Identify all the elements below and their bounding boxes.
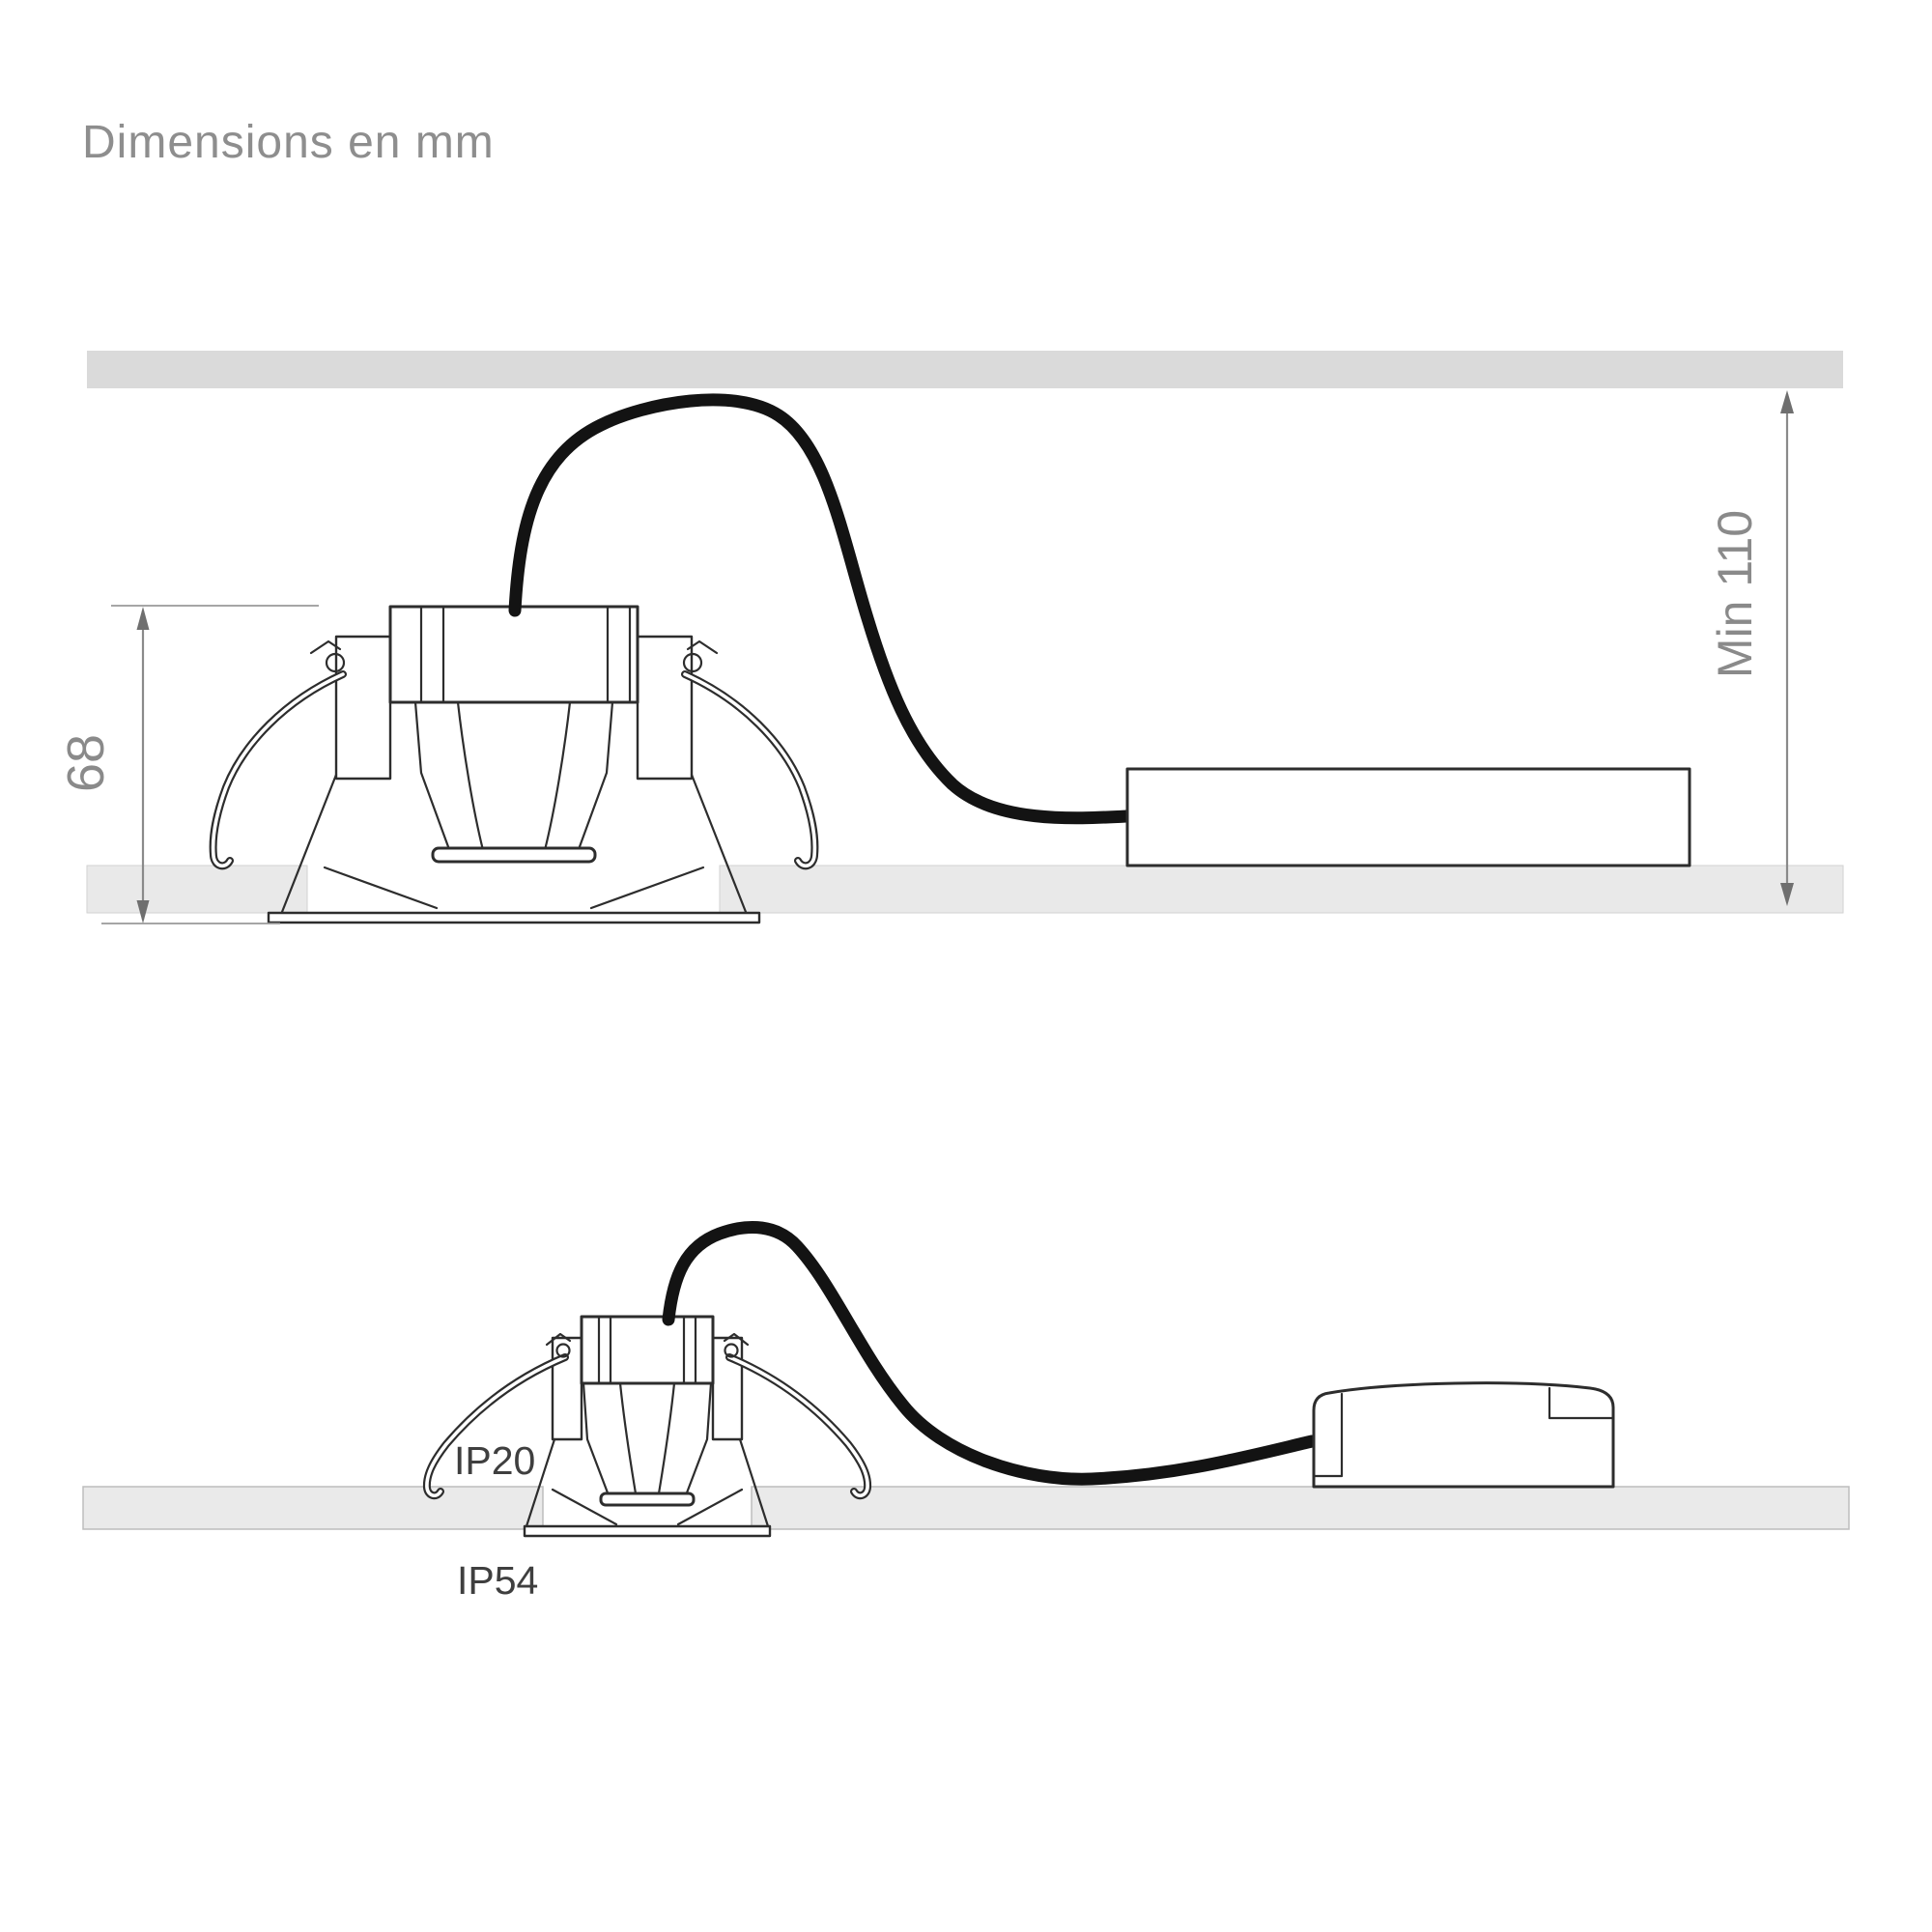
body-side-right (686, 1383, 711, 1495)
page-title: Dimensions en mm (82, 117, 495, 168)
body-curve-left (458, 702, 483, 850)
heatsink-right (638, 637, 692, 779)
heatsink-left (336, 637, 390, 779)
bottom-diagram (83, 1227, 1849, 1603)
fixture-cap (582, 1317, 713, 1383)
slab-bar (87, 351, 1843, 388)
ip54-label: IP54 (457, 1558, 539, 1603)
arrowhead-up-icon (1780, 390, 1794, 413)
arrowhead-up-icon (137, 607, 150, 630)
floor-bar-right (752, 1487, 1849, 1529)
body-bottom-ring (433, 848, 595, 862)
body-bottom-ring (601, 1493, 694, 1505)
body-curve-left (620, 1383, 636, 1493)
min-110-label: Min 110 (1708, 509, 1762, 679)
cone-inner-left (325, 867, 437, 908)
floor-bar-left (83, 1487, 543, 1529)
ip20-label: IP20 (454, 1438, 536, 1483)
top-diagram (57, 351, 1843, 923)
driver-box-top (1127, 769, 1690, 866)
trim-cone-right (692, 775, 746, 912)
body-side-right (578, 702, 612, 852)
dim-68-label: 68 (57, 733, 115, 793)
body-side-left (415, 702, 450, 852)
ceiling-bar-right (720, 866, 1843, 913)
trim-flange (525, 1526, 770, 1536)
cone-inner-right (591, 867, 703, 908)
trim-cone-left (282, 775, 336, 912)
spring-clip-right (724, 1334, 867, 1495)
spring-clip-right (684, 641, 814, 866)
dimension-min-110 (1708, 390, 1794, 906)
body-side-left (583, 1383, 609, 1495)
body-curve-right (545, 702, 570, 850)
driver-box-bottom (1314, 1383, 1613, 1487)
spring-clip-left (213, 641, 344, 866)
trim-flange (269, 913, 759, 923)
ceiling-bar-left (87, 866, 307, 913)
body-curve-right (659, 1383, 674, 1493)
power-cable-bottom (668, 1227, 1312, 1479)
fixture-cap (390, 607, 638, 702)
